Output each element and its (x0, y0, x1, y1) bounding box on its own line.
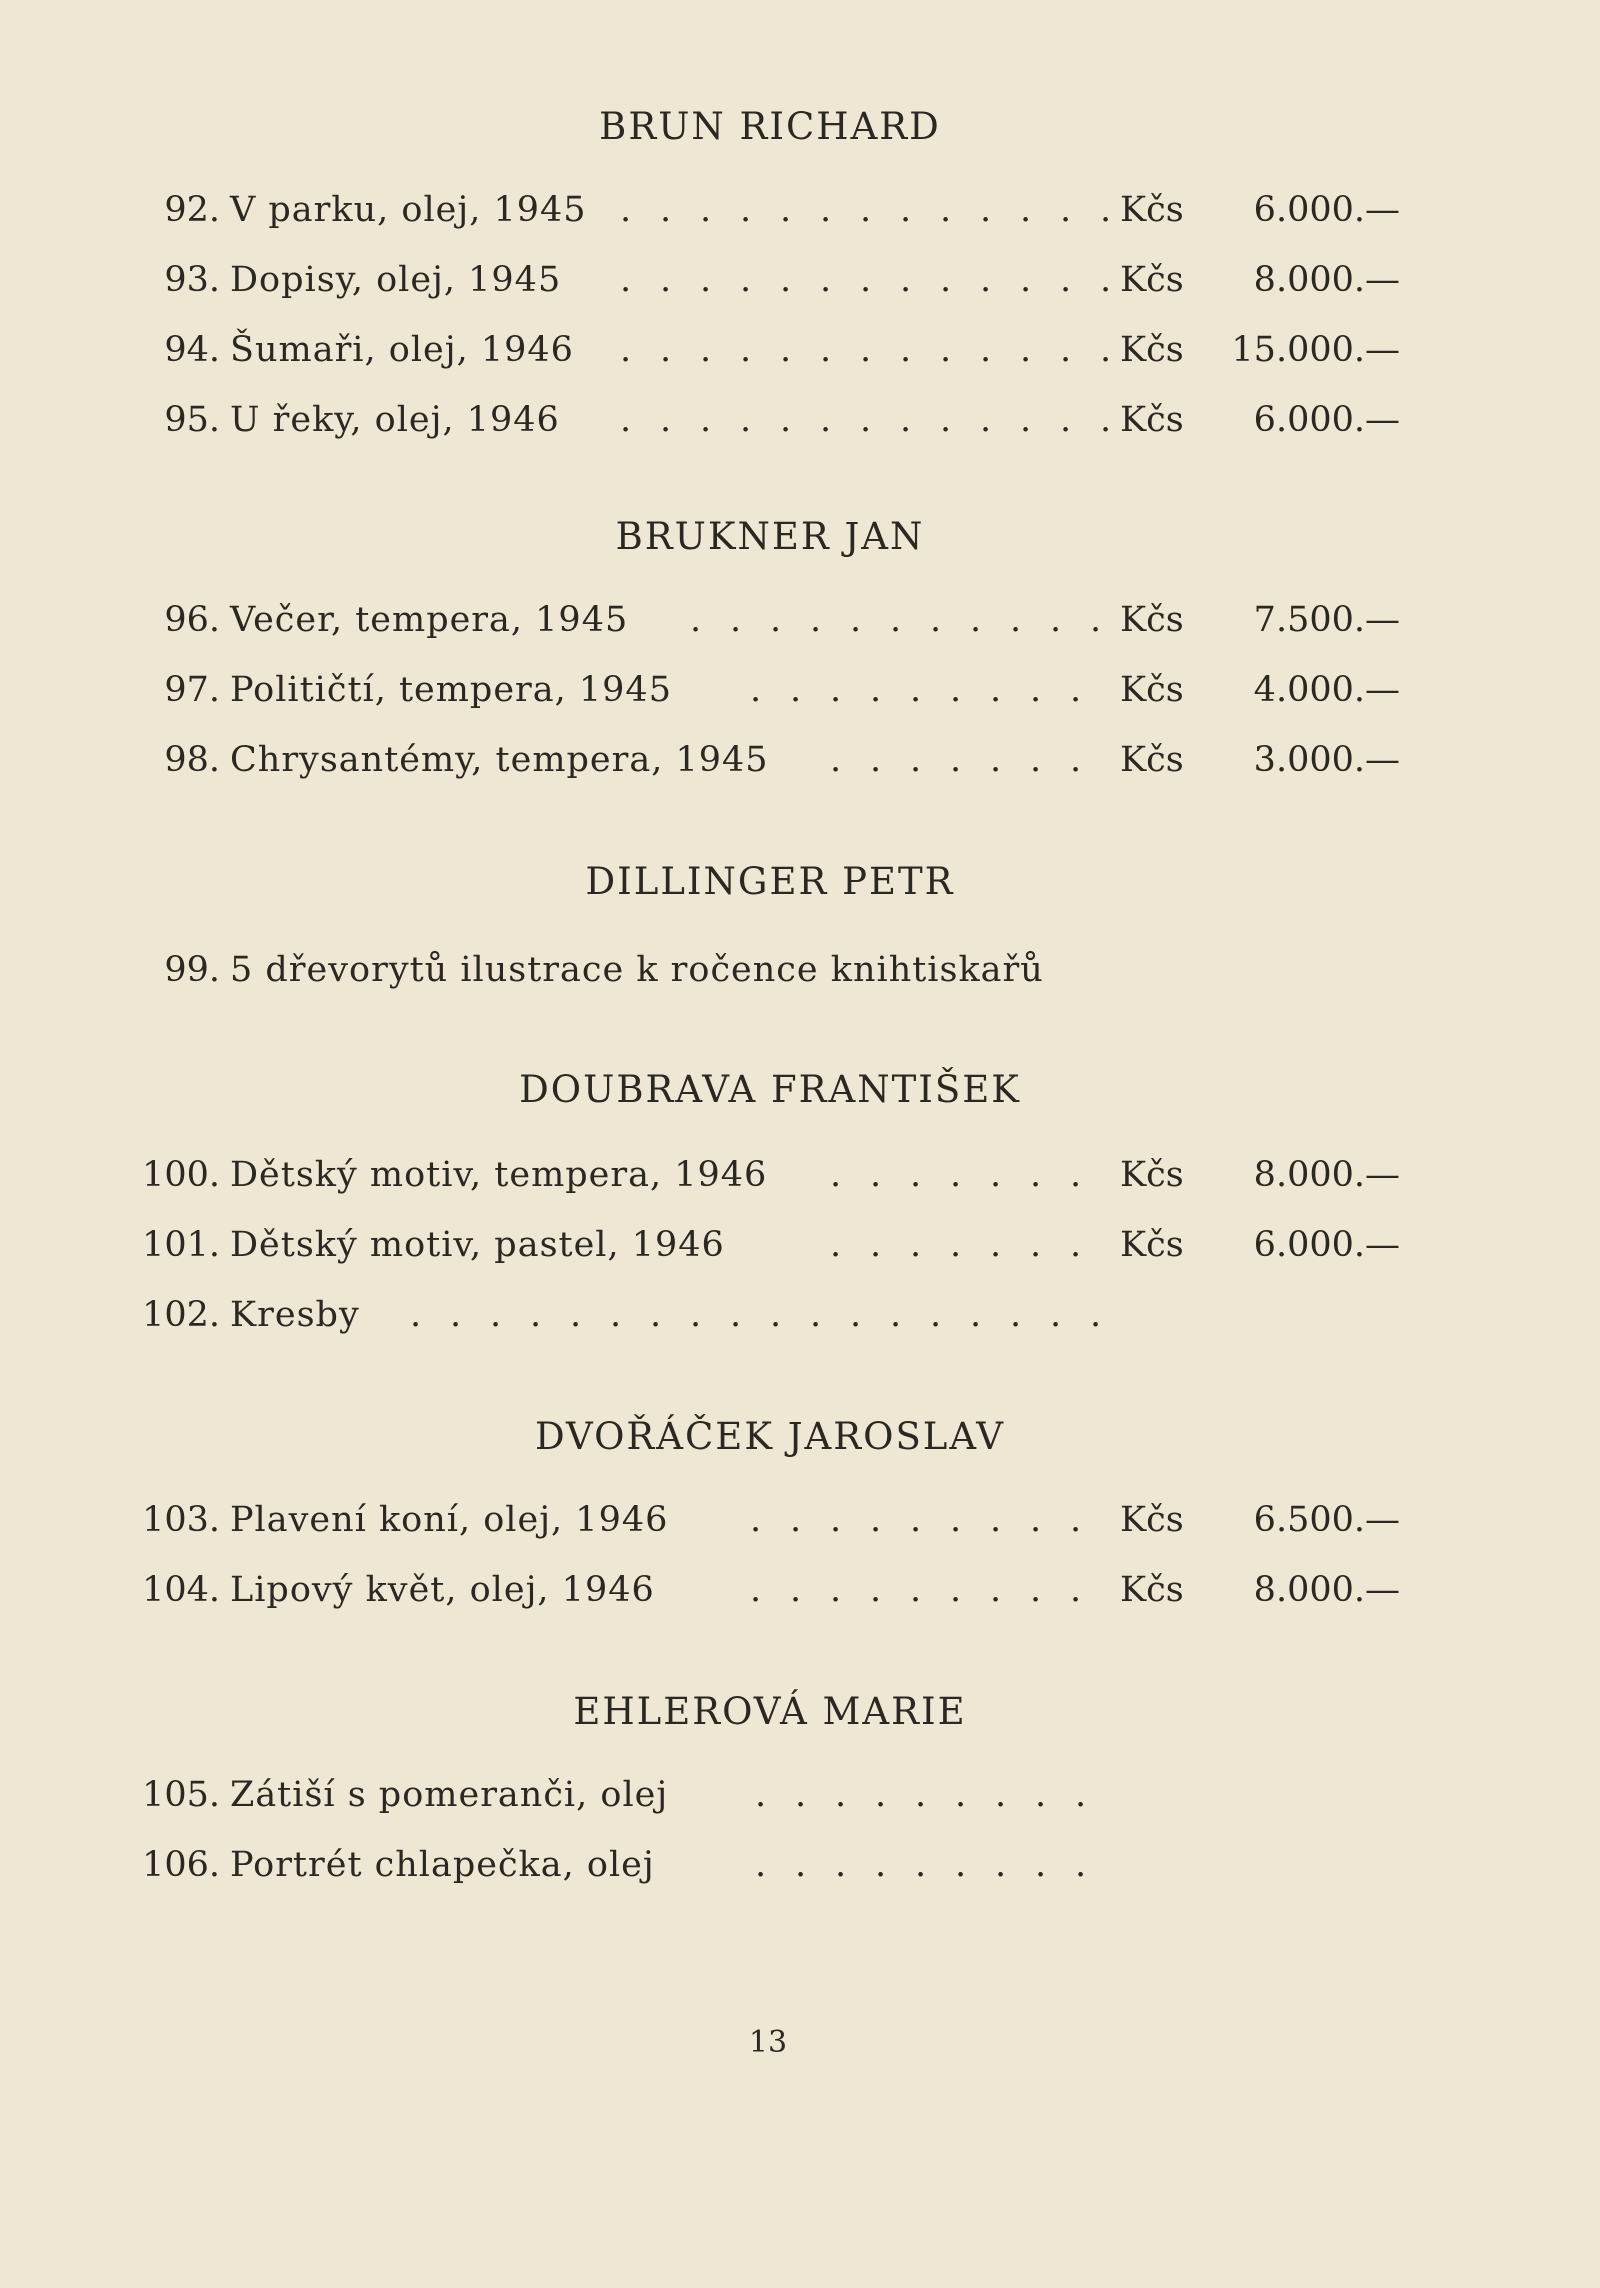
dot-leader: . (1010, 600, 1022, 640)
entry-price: 8.000.— (1253, 1155, 1400, 1195)
artist-heading: BRUKNER JAN (615, 515, 925, 558)
entry-number: 94. (164, 330, 220, 370)
dot-leader: . (970, 600, 982, 640)
catalog-entry (0, 1570, 1600, 1620)
dot-leader: . (770, 600, 782, 640)
artist-heading: EHLEROVÁ MARIE (573, 1690, 967, 1733)
dot-leader: . (850, 1295, 862, 1335)
entry-title: Dopisy, olej, 1945 (230, 260, 562, 300)
dot-leader: . (910, 670, 922, 710)
dot-leader: . (990, 1500, 1002, 1540)
dot-leader: . (940, 400, 952, 440)
dot-leader: . (835, 1845, 847, 1885)
dot-leader: . (1030, 1500, 1042, 1540)
dot-leader: . (915, 1775, 927, 1815)
dot-leader: . (1060, 400, 1072, 440)
dot-leader: . (980, 260, 992, 300)
dot-leader: . (955, 1845, 967, 1885)
dot-leader: . (1070, 1225, 1082, 1265)
entry-number: 103. (142, 1500, 220, 1540)
dot-leader: . (820, 400, 832, 440)
entry-number: 96. (164, 600, 220, 640)
entry-title: Zátiší s pomeranči, olej (230, 1775, 669, 1815)
dot-leader: . (915, 1845, 927, 1885)
dot-leader: . (910, 1155, 922, 1195)
dot-leader: . (1070, 670, 1082, 710)
catalog-entry (0, 1500, 1600, 1550)
entry-price: 6.000.— (1253, 190, 1400, 230)
dot-leader: . (1100, 260, 1112, 300)
entry-title: 5 dřevorytů ilustrace k ročence knihtiskařů (230, 950, 1044, 990)
dot-leader: . (1020, 190, 1032, 230)
dot-leader: . (1030, 1155, 1042, 1195)
dot-leader: . (795, 1775, 807, 1815)
entry-price: 7.500.— (1253, 600, 1400, 640)
dot-leader: . (690, 1295, 702, 1335)
entry-number: 101. (142, 1225, 220, 1265)
artist-heading: DOUBRAVA FRANTIŠEK (519, 1068, 1021, 1111)
dot-leader: . (755, 1845, 767, 1885)
dot-leader: . (1100, 190, 1112, 230)
dot-leader: . (650, 1295, 662, 1335)
dot-leader: . (995, 1845, 1007, 1885)
entry-title: Plavení koní, olej, 1946 (230, 1500, 669, 1540)
dot-leader: . (850, 600, 862, 640)
entry-currency: Kčs (1120, 670, 1184, 710)
dot-leader: . (755, 1775, 767, 1815)
entry-number: 92. (164, 190, 220, 230)
entry-title: Chrysantémy, tempera, 1945 (230, 740, 769, 780)
dot-leader: . (820, 260, 832, 300)
dot-leader: . (700, 400, 712, 440)
dot-leader: . (955, 1775, 967, 1815)
entry-number: 97. (164, 670, 220, 710)
dot-leader: . (780, 330, 792, 370)
dot-leader: . (830, 1225, 842, 1265)
dot-leader: . (930, 1295, 942, 1335)
catalog-entry (0, 400, 1600, 450)
dot-leader: . (570, 1295, 582, 1335)
dot-leader: . (900, 260, 912, 300)
catalog-entry (0, 330, 1600, 380)
dot-leader: . (930, 600, 942, 640)
catalog-entry (0, 740, 1600, 790)
entry-price: 3.000.— (1253, 740, 1400, 780)
entry-title: Šumaři, olej, 1946 (230, 330, 574, 370)
dot-leader: . (820, 330, 832, 370)
entry-number: 106. (142, 1845, 220, 1885)
dot-leader: . (860, 330, 872, 370)
entry-title: V parku, olej, 1945 (230, 190, 587, 230)
dot-leader: . (890, 600, 902, 640)
dot-leader: . (910, 1500, 922, 1540)
dot-leader: . (1060, 330, 1072, 370)
dot-leader: . (1035, 1775, 1047, 1815)
entry-number: 95. (164, 400, 220, 440)
dot-leader: . (860, 400, 872, 440)
entry-price: 6.000.— (1253, 1225, 1400, 1265)
catalog-entry (0, 190, 1600, 240)
dot-leader: . (490, 1295, 502, 1335)
dot-leader: . (870, 1570, 882, 1610)
dot-leader: . (910, 740, 922, 780)
dot-leader: . (1010, 1295, 1022, 1335)
entry-number: 99. (164, 950, 220, 990)
dot-leader: . (950, 740, 962, 780)
dot-leader: . (830, 1155, 842, 1195)
dot-leader: . (900, 190, 912, 230)
dot-leader: . (690, 600, 702, 640)
dot-leader: . (940, 190, 952, 230)
entry-number: 100. (142, 1155, 220, 1195)
dot-leader: . (1070, 1500, 1082, 1540)
dot-leader: . (1030, 1225, 1042, 1265)
entry-currency: Kčs (1120, 190, 1184, 230)
dot-leader: . (1030, 1570, 1042, 1610)
dot-leader: . (900, 330, 912, 370)
entry-price: 8.000.— (1253, 260, 1400, 300)
dot-leader: . (950, 1155, 962, 1195)
entry-number: 93. (164, 260, 220, 300)
entry-currency: Kčs (1120, 330, 1184, 370)
dot-leader: . (740, 260, 752, 300)
entry-title: Dětský motiv, tempera, 1946 (230, 1155, 768, 1195)
catalog-entry (0, 1225, 1600, 1275)
dot-leader: . (700, 190, 712, 230)
entry-price: 6.000.— (1253, 400, 1400, 440)
dot-leader: . (990, 1570, 1002, 1610)
dot-leader: . (995, 1775, 1007, 1815)
dot-leader: . (910, 1570, 922, 1610)
dot-leader: . (820, 190, 832, 230)
dot-leader: . (620, 260, 632, 300)
artist-heading: BRUN RICHARD (599, 105, 941, 148)
dot-leader: . (860, 260, 872, 300)
dot-leader: . (810, 1295, 822, 1335)
entry-currency: Kčs (1120, 260, 1184, 300)
dot-leader: . (750, 670, 762, 710)
dot-leader: . (750, 1500, 762, 1540)
dot-leader: . (1060, 260, 1072, 300)
dot-leader: . (1090, 1295, 1102, 1335)
entry-title: U řeky, olej, 1946 (230, 400, 560, 440)
dot-leader: . (950, 670, 962, 710)
entry-price: 6.500.— (1253, 1500, 1400, 1540)
dot-leader: . (780, 190, 792, 230)
artist-heading: DILLINGER PETR (585, 860, 955, 903)
dot-leader: . (660, 260, 672, 300)
page-number: 13 (748, 2025, 788, 2060)
dot-leader: . (870, 670, 882, 710)
dot-leader: . (950, 1500, 962, 1540)
dot-leader: . (450, 1295, 462, 1335)
catalog-entry (0, 260, 1600, 310)
catalog-entry (0, 1295, 1600, 1345)
dot-leader: . (1020, 330, 1032, 370)
dot-leader: . (875, 1845, 887, 1885)
entry-title: Večer, tempera, 1945 (230, 600, 629, 640)
catalog-entry (0, 1155, 1600, 1205)
entry-title: Dětský motiv, pastel, 1946 (230, 1225, 725, 1265)
dot-leader: . (1060, 190, 1072, 230)
dot-leader: . (1100, 400, 1112, 440)
dot-leader: . (835, 1775, 847, 1815)
entry-title: Političtí, tempera, 1945 (230, 670, 672, 710)
dot-leader: . (1020, 260, 1032, 300)
dot-leader: . (870, 1500, 882, 1540)
dot-leader: . (700, 260, 712, 300)
dot-leader: . (910, 1225, 922, 1265)
dot-leader: . (410, 1295, 422, 1335)
dot-leader: . (950, 1225, 962, 1265)
dot-leader: . (660, 190, 672, 230)
dot-leader: . (950, 1570, 962, 1610)
dot-leader: . (790, 670, 802, 710)
dot-leader: . (990, 670, 1002, 710)
entry-price: 8.000.— (1253, 1570, 1400, 1610)
dot-leader: . (620, 400, 632, 440)
entry-price: 4.000.— (1253, 670, 1400, 710)
dot-leader: . (980, 400, 992, 440)
dot-leader: . (830, 1570, 842, 1610)
entry-currency: Kčs (1120, 1500, 1184, 1540)
dot-leader: . (750, 1570, 762, 1610)
dot-leader: . (1050, 600, 1062, 640)
dot-leader: . (780, 400, 792, 440)
entry-currency: Kčs (1120, 1570, 1184, 1610)
dot-leader: . (1030, 740, 1042, 780)
catalog-entry (0, 670, 1600, 720)
dot-leader: . (740, 330, 752, 370)
dot-leader: . (790, 1500, 802, 1540)
catalog-entry (0, 1775, 1600, 1825)
entry-currency: Kčs (1120, 1155, 1184, 1195)
artist-heading: DVOŘÁČEK JAROSLAV (535, 1415, 1005, 1458)
dot-leader: . (860, 190, 872, 230)
dot-leader: . (700, 330, 712, 370)
dot-leader: . (530, 1295, 542, 1335)
catalog-entry (0, 950, 1600, 1000)
dot-leader: . (620, 190, 632, 230)
dot-leader: . (1090, 600, 1102, 640)
dot-leader: . (1035, 1845, 1047, 1885)
dot-leader: . (900, 400, 912, 440)
dot-leader: . (740, 190, 752, 230)
entry-price: 15.000.— (1231, 330, 1400, 370)
entry-currency: Kčs (1120, 400, 1184, 440)
dot-leader: . (620, 330, 632, 370)
dot-leader: . (990, 740, 1002, 780)
entry-currency: Kčs (1120, 600, 1184, 640)
dot-leader: . (940, 260, 952, 300)
dot-leader: . (1100, 330, 1112, 370)
dot-leader: . (870, 1155, 882, 1195)
dot-leader: . (1075, 1845, 1087, 1885)
entry-title: Lipový květ, olej, 1946 (230, 1570, 655, 1610)
dot-leader: . (1050, 1295, 1062, 1335)
entry-currency: Kčs (1120, 1225, 1184, 1265)
dot-leader: . (890, 1295, 902, 1335)
dot-leader: . (990, 1155, 1002, 1195)
dot-leader: . (740, 400, 752, 440)
dot-leader: . (660, 400, 672, 440)
dot-leader: . (795, 1845, 807, 1885)
dot-leader: . (830, 740, 842, 780)
dot-leader: . (1070, 1155, 1082, 1195)
dot-leader: . (980, 330, 992, 370)
entry-number: 102. (142, 1295, 220, 1335)
dot-leader: . (940, 330, 952, 370)
entry-title: Portrét chlapečka, olej (230, 1845, 655, 1885)
dot-leader: . (1020, 400, 1032, 440)
entry-number: 105. (142, 1775, 220, 1815)
dot-leader: . (875, 1775, 887, 1815)
dot-leader: . (990, 1225, 1002, 1265)
dot-leader: . (1075, 1775, 1087, 1815)
dot-leader: . (870, 740, 882, 780)
dot-leader: . (730, 600, 742, 640)
dot-leader: . (730, 1295, 742, 1335)
dot-leader: . (980, 190, 992, 230)
dot-leader: . (1070, 1570, 1082, 1610)
entry-title: Kresby (230, 1295, 360, 1335)
dot-leader: . (810, 600, 822, 640)
dot-leader: . (1030, 670, 1042, 710)
dot-leader: . (830, 1500, 842, 1540)
dot-leader: . (610, 1295, 622, 1335)
dot-leader: . (970, 1295, 982, 1335)
dot-leader: . (660, 330, 672, 370)
dot-leader: . (780, 260, 792, 300)
entry-number: 104. (142, 1570, 220, 1610)
dot-leader: . (770, 1295, 782, 1335)
catalog-entry (0, 1845, 1600, 1895)
dot-leader: . (830, 670, 842, 710)
dot-leader: . (870, 1225, 882, 1265)
dot-leader: . (1070, 740, 1082, 780)
catalog-entry (0, 600, 1600, 650)
entry-number: 98. (164, 740, 220, 780)
dot-leader: . (790, 1570, 802, 1610)
entry-currency: Kčs (1120, 740, 1184, 780)
